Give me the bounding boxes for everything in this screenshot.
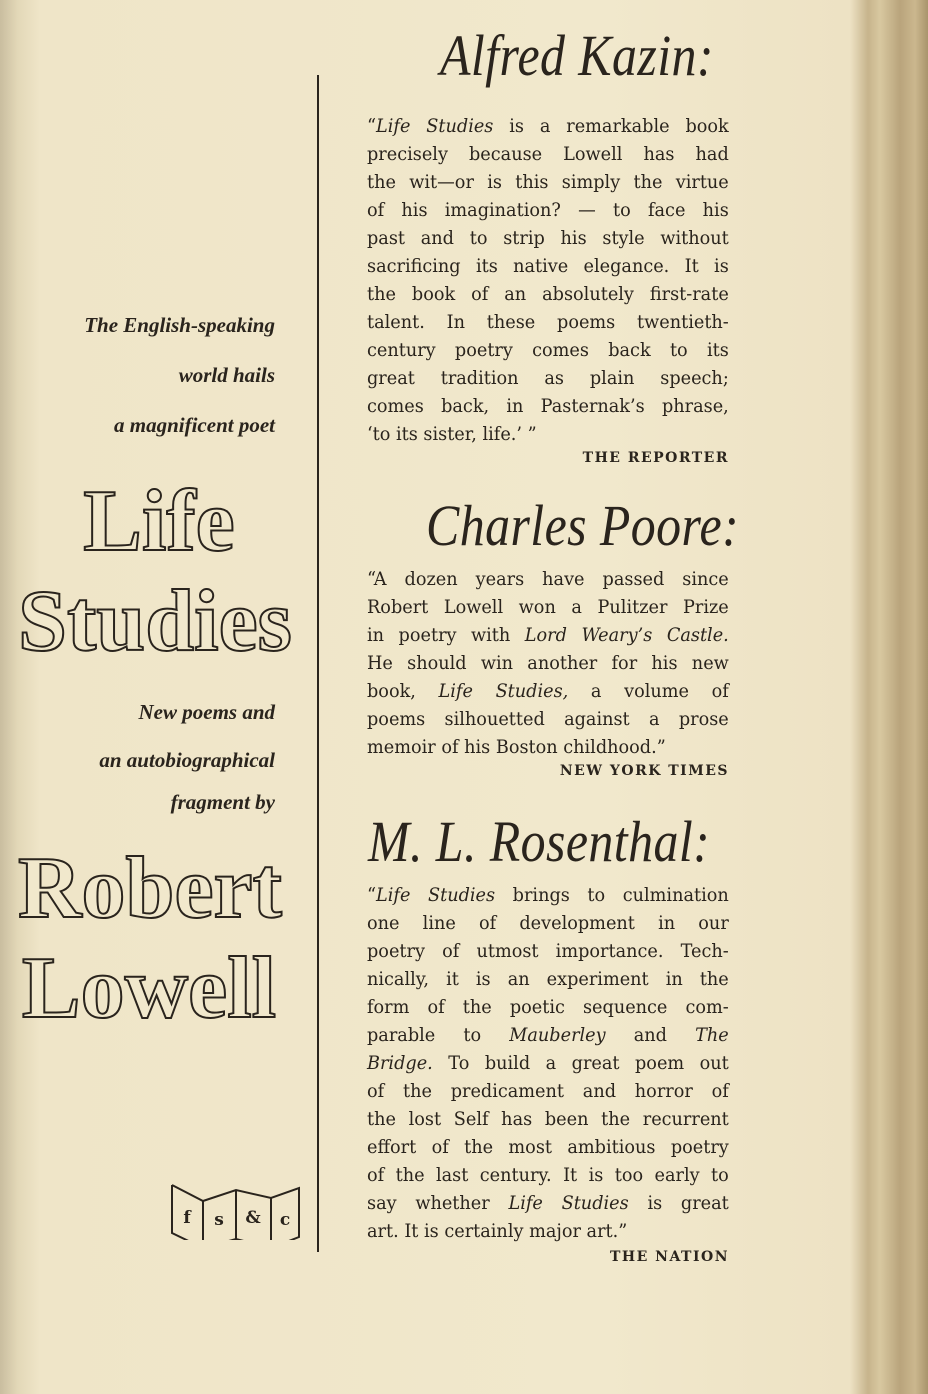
logo-letter: c (279, 1210, 291, 1230)
italic-title-text: The (695, 1024, 729, 1046)
quote-text: ‘to its sister, life.’ ” (367, 423, 537, 445)
quote-text: He should win another for his new (367, 652, 729, 674)
italic-title-text: Bridge. (367, 1052, 433, 1074)
quote-line (367, 993, 729, 1021)
author-name-line: Lowell (21, 940, 277, 1037)
quote-text: and (605, 1024, 696, 1046)
quote-text: nically, it is an experiment in the (367, 968, 729, 990)
tagline-line: The English-speaking (84, 313, 275, 337)
quote-line (367, 336, 729, 364)
review-source: THE REPORTER (582, 450, 729, 466)
italic-title-text: Life Studies (508, 1192, 629, 1214)
quote-text: parable to (367, 1024, 510, 1046)
quote-text: poetry of utmost importance. Tech- (367, 940, 729, 962)
quote-line (367, 168, 729, 196)
quote-line (367, 1133, 729, 1161)
quote-line (367, 881, 729, 909)
quote-text: memoir of his Boston childhood.” (367, 736, 666, 758)
quote-line (367, 392, 729, 420)
italic-title-text: Mauberley (509, 1024, 606, 1046)
quote-line (367, 565, 729, 593)
quote-line (367, 733, 729, 761)
italic-title-text: Life Studies, (438, 680, 569, 702)
logo-letter: s (214, 1210, 224, 1230)
quote-text: sacrificing its native elegance. It is (367, 255, 729, 277)
quote-line (367, 621, 729, 649)
quote-line (367, 649, 729, 677)
quote-line (367, 420, 729, 448)
quote-text: past and to strip his style without (367, 227, 729, 249)
quote-text: effort of the most ambitious poetry (367, 1136, 729, 1158)
quote-text: of the last century. It is too early to (367, 1164, 729, 1186)
quote-text: of his imagination? — to face his (367, 199, 729, 221)
tagline-line: a magnificent poet (114, 413, 275, 437)
quote-text: a volume of (568, 680, 729, 702)
quote-text: in poetry with (367, 624, 525, 646)
quote-text: form of the poetic sequence com- (367, 996, 729, 1018)
quote-line (367, 252, 729, 280)
quote-text: say whether (367, 1192, 509, 1214)
quote-text: poems silhouetted against a prose (367, 708, 729, 730)
review-source: NEW YORK TIMES (559, 763, 729, 779)
subtitle-line: an autobiographical (99, 748, 275, 772)
quote-line (367, 140, 729, 168)
quote-text: art. It is certainly major art.” (367, 1220, 628, 1242)
quote-line (367, 1161, 729, 1189)
quote-line (367, 677, 729, 705)
quote-text: “ (367, 115, 377, 137)
quote-line (367, 1049, 729, 1077)
quote-line (367, 280, 729, 308)
quote-text: is great (628, 1192, 729, 1214)
logo-letter: & (245, 1208, 261, 1228)
review-source: THE NATION (609, 1249, 729, 1265)
quote-line (367, 1105, 729, 1133)
quote-text: the wit—or is this simply the virtue (367, 171, 729, 193)
publisher-logo (165, 1170, 305, 1240)
italic-title-text: Life Studies (376, 115, 494, 137)
tagline-line: world hails (178, 363, 275, 387)
quote-text: Robert Lowell won a Pulitzer Prize (367, 596, 729, 618)
quote-line (367, 593, 729, 621)
quote-line (367, 965, 729, 993)
quote-line (367, 705, 729, 733)
quote-line (367, 909, 729, 937)
reviewer-name: Charles Poore: (426, 493, 740, 558)
quote-text: “A dozen years have passed since (367, 568, 729, 590)
reviewer-name: M. L. Rosenthal: (368, 809, 711, 874)
subtitle-line: fragment by (170, 790, 275, 814)
quote-text: comes back, in Pasternak’s phrase, (367, 395, 729, 417)
quote-line (367, 1021, 729, 1049)
quote-text: one line of development in our (367, 912, 729, 934)
subtitle-line: New poems and (138, 700, 275, 724)
quote-line (367, 224, 729, 252)
quote-text: precisely because Lowell has had (367, 143, 729, 165)
quote-text: century poetry comes back to its (367, 339, 729, 361)
book-title-line: Studies (18, 573, 292, 670)
quote-line (367, 308, 729, 336)
author-name-line: Robert (18, 840, 282, 937)
quote-text: brings to culmination (495, 884, 729, 906)
quote-line (367, 1189, 729, 1217)
quote-line (367, 937, 729, 965)
quote-text: “ (367, 884, 377, 906)
quote-line (367, 112, 729, 140)
italic-title-text: Lord Weary’s Castle. (524, 624, 729, 646)
quote-text: To build a great poem out (432, 1052, 729, 1074)
quote-line (367, 1217, 729, 1245)
quote-text: book, (367, 680, 439, 702)
reviewer-name: Alfred Kazin: (440, 23, 714, 88)
quote-text: the lost Self has been the recurrent (367, 1108, 729, 1130)
quote-text: of the predicament and horror of (367, 1080, 729, 1102)
quote-text: talent. In these poems twentieth- (367, 311, 729, 333)
quote-line (367, 196, 729, 224)
column-divider (317, 75, 319, 1252)
quote-line (367, 364, 729, 392)
quote-text: the book of an absolutely first-rate (367, 283, 729, 305)
logo-letter: f (183, 1208, 191, 1228)
quote-line (367, 1077, 729, 1105)
italic-title-text: Life Studies (376, 884, 496, 906)
quote-text: is a remarkable book (493, 115, 729, 137)
book-title-line: Life (83, 473, 235, 570)
quote-text: great tradition as plain speech; (367, 367, 729, 389)
